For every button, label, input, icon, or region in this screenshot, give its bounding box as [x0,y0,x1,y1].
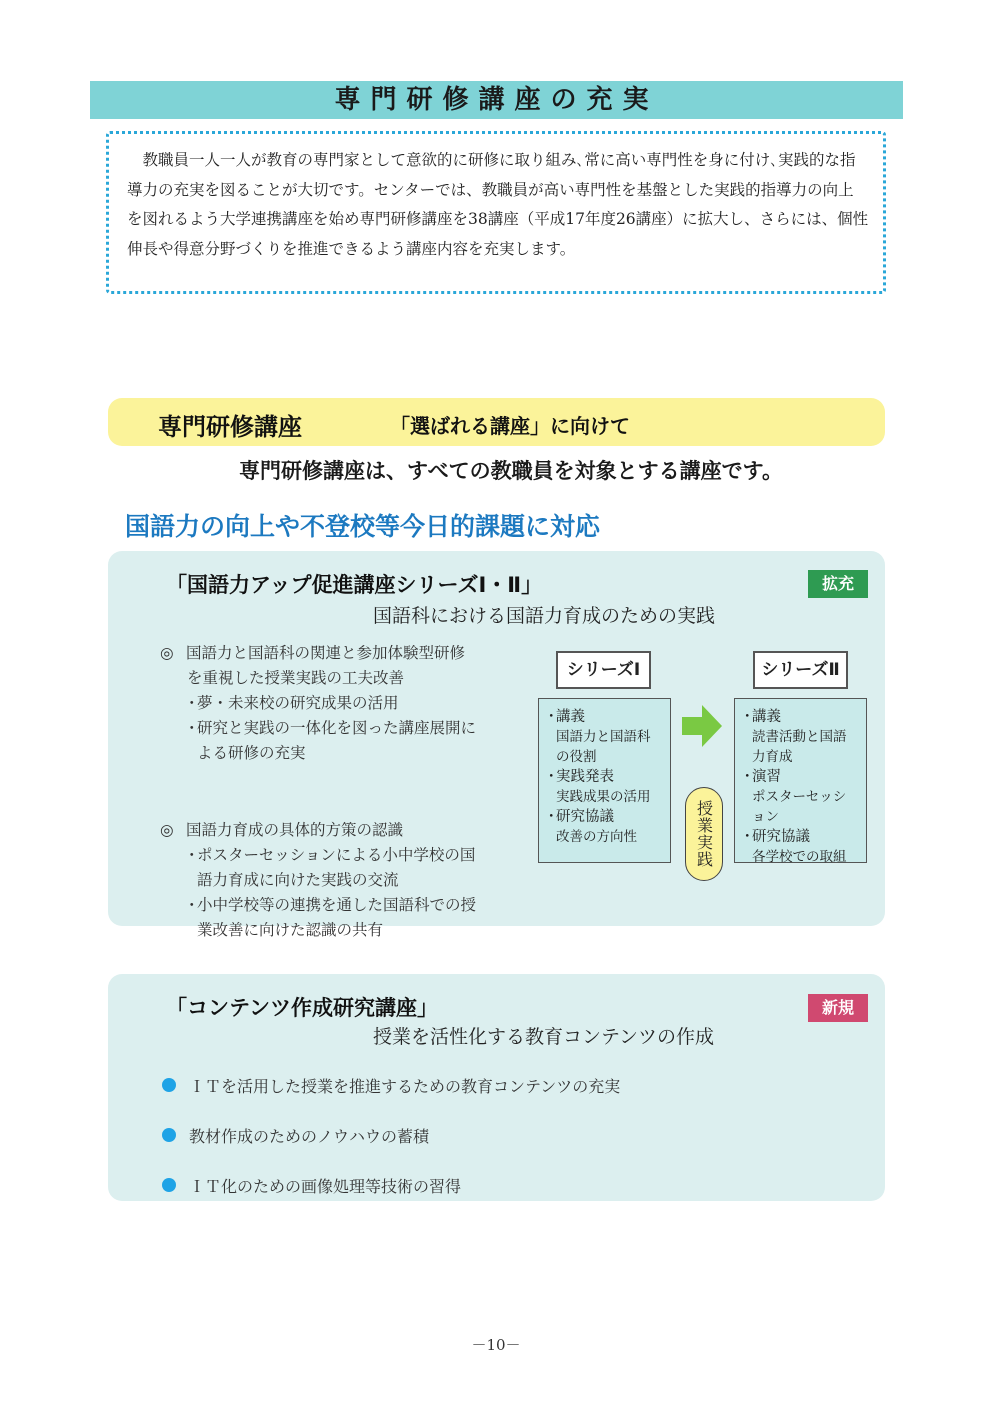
series-item-detail: 実践成果の活用 [556,789,651,805]
point-text: 国語力と国語科の関連と参加体験型研修 [186,644,466,662]
series-item-title: 講義 [556,709,585,725]
series-item-detail: 各学校での取組 [752,849,847,865]
series-item-detail: の役割 [556,749,597,765]
course2-title: 「コンテンツ作成研究講座」 [166,996,438,1020]
bullet-dot-icon: ・ [740,829,755,845]
course1-subtitle: 国語科における国語力育成のための実践 [373,605,716,627]
blue-dot-icon [162,1128,176,1142]
sub-point [160,893,520,918]
series-item-detail: ポスターセッシ [752,789,847,805]
bullet-dot-icon: ・ [184,846,200,864]
section-band [108,398,885,446]
point-text: 国語力育成の具体的方策の認識 [186,821,404,839]
new-badge: 新規 [808,994,868,1022]
course1-panel [108,551,885,939]
sub-point-text: 研究と実践の一体化を図った講座展開に [197,719,477,737]
list-item-text: ＩＴ化のための画像処理等技術の習得 [189,1176,462,1196]
bullet-dot-icon: ・ [184,896,200,914]
series-item-title: 研究協議 [752,829,810,845]
course2-panel [108,974,885,1201]
series2-box [734,698,867,863]
practice-pill [685,787,723,881]
course1-points [160,641,520,943]
double-circle-icon: ◎ [160,821,174,839]
list-item [162,1060,620,1110]
sub-point [160,691,520,716]
series-item-title: 講義 [752,709,781,725]
series1-label: シリーズⅠ [556,651,651,689]
double-circle-icon: ◎ [160,644,174,662]
right-arrow-icon [682,705,722,747]
series-item-detail: 読書活動と国語 [752,729,847,745]
series-item-detail: 力育成 [752,749,793,765]
sub-point-text: ポスターセッションによる小中学校の国 [197,846,476,864]
sub-point [160,716,520,741]
intro-text: 教職員一人一人が教育の専門家として意欲的に研修に取り組み､常に高い専門性を身に付け､実践的な指導力の充実を図ることが大切です。センターでは、教職員が高い専門性を基盤とした実践的指導力の向上を図れるよう大学連携講座を始め専門研修講座を38講座（平成17年度26講座）に拡大し、さらには、個性伸長や得意分野づくりを推進できるよう講座内容を充実します。 [127,151,869,258]
list-item-text: 教材作成のためのノウハウの蓄積 [189,1126,430,1146]
blue-dot-icon [162,1078,176,1092]
series-item-detail: 国語力と国語科 [556,729,651,745]
bullet-dot-icon: ・ [544,769,559,785]
blue-dot-icon [162,1178,176,1192]
list-item [162,1160,620,1210]
sub-point-text-continued: よる研修の充実 [197,744,306,762]
point-text-continued: を重視した授業実践の工夫改善 [187,669,405,687]
series2-label: シリーズⅡ [753,651,848,689]
bullet-dot-icon: ・ [544,809,559,825]
band-subtitle: 「選ばれる講座」に向けて [390,414,630,438]
series-item-title: 演習 [752,769,781,785]
intro-box [106,131,886,294]
bullet-dot-icon: ・ [740,769,755,785]
page-number: －10－ [471,1336,521,1354]
band-title: 専門研修講座 [158,413,302,441]
lead-text: 専門研修講座は、すべての教職員を対象とする講座です。 [239,459,783,483]
series-item-detail: ョン [752,809,779,825]
bullet-dot-icon: ・ [184,719,200,737]
course2-subtitle: 授業を活性化する教育コンテンツの作成 [373,1026,715,1048]
bullet-dot-icon: ・ [740,709,755,725]
course2-bullets [162,1060,620,1210]
practice-label: 授業実践 [694,800,714,868]
series-item-title: 実践発表 [556,769,614,785]
bullet-dot-icon: ・ [544,709,559,725]
point-1 [160,641,520,766]
sub-point [160,843,520,868]
series1-box [538,698,671,863]
sub-point-text-continued: 語力育成に向けた実践の交流 [197,871,399,889]
list-item-text: ＩＴを活用した授業を推進するための教育コンテンツの充実 [189,1076,621,1096]
course1-title: 「国語力アップ促進講座シリーズⅠ・Ⅱ」 [166,573,543,597]
point-2 [160,818,520,943]
sub-point-text: 小中学校等の連携を通した国語科での授 [197,896,477,914]
series-item-title: 研究協議 [556,809,614,825]
list-item [162,1110,620,1160]
series-item-detail: 改善の方向性 [556,829,637,845]
sub-point-text-continued: 業改善に向けた認識の共有 [197,921,384,939]
expand-badge: 拡充 [808,570,868,598]
page-title: 専門研修講座の充実 [90,81,903,119]
section-heading: 国語力の向上や不登校等今日的課題に対応 [125,512,601,541]
bullet-dot-icon: ・ [184,694,200,712]
sub-point-text: 夢・未来校の研究成果の活用 [197,694,399,712]
